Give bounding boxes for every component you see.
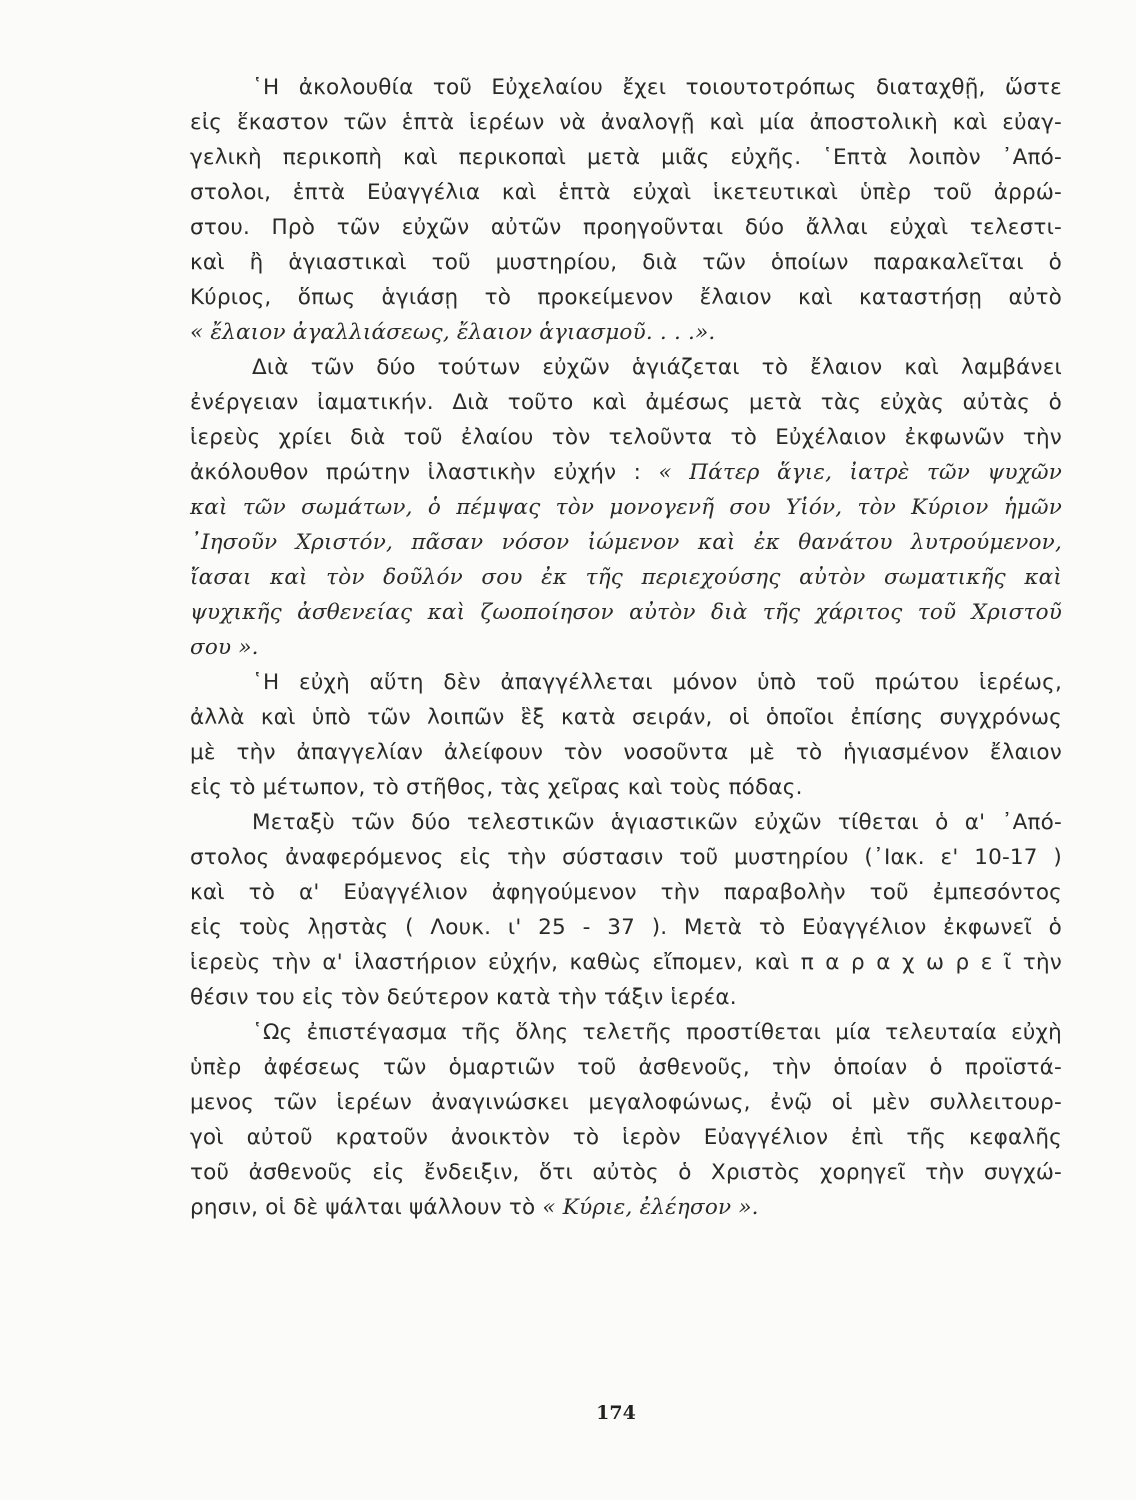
text-line: καὶ ἢ ἁγιαστικαὶ τοῦ μυστηρίου, διὰ τῶν ὁποίων παρακαλεῖται ὁ — [190, 250, 1062, 275]
text-line: γελικὴ περικοπὴ καὶ περικοπαὶ μετὰ μιᾶς εὐχῆς. ῾Επτὰ λοιπὸν ᾿Από- — [190, 145, 1062, 170]
quoted-line: ᾿Ιησοῦν Χριστόν, πᾶσαν νόσον ἰώμενον καὶ ἐκ θανάτου λυτρούμενον, — [190, 530, 1062, 555]
paragraph-1 — [190, 70, 1062, 350]
text-line: στολος ἀναφερόμενος εἰς τὴν σύστασιν τοῦ μυστηρίου (᾿Ιακ. ε' 10-17 ) — [190, 845, 1062, 870]
paragraph-5 — [190, 1015, 1062, 1225]
text-line: ἐνέργειαν ἰαματικήν. Διὰ τοῦτο καὶ ἀμέσως μετὰ τὰς εὐχὰς αὐτὰς ὁ — [190, 390, 1062, 415]
text-line-mixed — [190, 1190, 1062, 1225]
quoted-line: σου ». — [190, 635, 259, 660]
text-line: μὲ τὴν ἀπαγγελίαν ἀλείφουν τὸν νοσοῦντα μὲ τὸ ἡγιασμένον ἔλαιον — [190, 740, 1062, 765]
text-line: εἰς τοὺς λῃστὰς ( Λουκ. ι' 25 - 37 ). Μετὰ τὸ Εὐαγγέλιον ἐκφωνεῖ ὁ — [190, 915, 1062, 940]
quoted-prayer-start: « Πάτερ ἅγιε, ἰατρὲ τῶν ψυχῶν — [658, 460, 1062, 485]
text-line: Κύριος, ὅπως ἁγιάσῃ τὸ προκείμενον ἔλαιον καὶ καταστήσῃ αὐτὸ — [190, 285, 1062, 310]
text-line: ὑπὲρ ἀφέσεως τῶν ὁμαρτιῶν τοῦ ἀσθενοῦς, τὴν ὁποίαν ὁ προϊστά- — [190, 1055, 1062, 1080]
text-line: γοὶ αὐτοῦ κρατοῦν ἀνοικτὸν τὸ ἱερὸν Εὐαγγέλιον ἐπὶ τῆς κεφαλῆς — [190, 1125, 1062, 1150]
text-line: ῾Η ἀκολουθία τοῦ Εὐχελαίου ἔχει τοιουτοτρόπως διαταχθῇ, ὥστε — [252, 75, 1062, 100]
text-line: στου. Πρὸ τῶν εὐχῶν αὐτῶν προηγοῦνται δύο ἄλλαι εὐχαὶ τελεστι- — [190, 215, 1062, 240]
quoted-hymn: « Κύριε, ἐλέησον ». — [542, 1195, 759, 1220]
quoted-line: « ἔλαιον ἀγαλλιάσεως, ἔλαιον ἁγιασμοῦ. . . .». — [190, 320, 716, 345]
text-segment: ρησιν, οἱ δὲ ψάλται ψάλλουν τὸ — [190, 1195, 536, 1220]
text-line-mixed — [190, 455, 1062, 490]
quoted-line: ἴασαι καὶ τὸν δοῦλόν σου ἐκ τῆς περιεχούσης αὐτὸν σωματικῆς καὶ — [190, 565, 1062, 590]
text-line: ῾Η εὐχὴ αὕτη δὲν ἀπαγγέλλεται μόνον ὑπὸ τοῦ πρώτου ἱερέως, — [252, 670, 1062, 695]
body-text — [190, 70, 1062, 1225]
paragraph-2 — [190, 350, 1062, 665]
text-line: ἱερεὺς χρίει διὰ τοῦ ἐλαίου τὸν τελοῦντα τὸ Εὐχέλαιον ἐκφωνῶν τὴν — [190, 425, 1062, 450]
text-line: ῾Ως ἐπιστέγασμα τῆς ὅλης τελετῆς προστίθεται μία τελευταία εὐχὴ — [252, 1020, 1062, 1045]
quoted-line: καὶ τῶν σωμάτων, ὁ πέμψας τὸν μονογενῆ σου Υἱόν, τὸν Κύριον ἡμῶν — [190, 495, 1062, 520]
text-line: Διὰ τῶν δύο τούτων εὐχῶν ἁγιάζεται τὸ ἔλαιον καὶ λαμβάνει — [252, 355, 1062, 380]
text-line: μενος τῶν ἱερέων ἀναγινώσκει μεγαλοφώνως, ἐνῷ οἱ μὲν συλλειτουρ- — [190, 1090, 1062, 1115]
paragraph-3 — [190, 665, 1062, 805]
quoted-line: ψυχικῆς ἀσθενείας καὶ ζωοποίησον αὐτὸν διὰ τῆς χάριτος τοῦ Χριστοῦ — [190, 600, 1062, 625]
page-number: 174 — [596, 1402, 636, 1424]
text-line: ἱερεὺς τὴν α' ἱλαστήριον εὐχήν, καθὼς εἴπομεν, καὶ π α ρ α χ ω ρ ε ῖ τὴν — [190, 950, 1062, 975]
paragraph-4 — [190, 805, 1062, 1015]
text-line: στολοι, ἑπτὰ Εὐαγγέλια καὶ ἑπτὰ εὐχαὶ ἱκετευτικαὶ ὑπὲρ τοῦ ἀρρώ- — [190, 180, 1062, 205]
text-line: εἰς ἕκαστον τῶν ἑπτὰ ἱερέων νὰ ἀναλογῇ καὶ μία ἀποστολικὴ καὶ εὐαγ- — [190, 110, 1062, 135]
text-line: εἰς τὸ μέτωπον, τὸ στῆθος, τὰς χεῖρας καὶ τοὺς πόδας. — [190, 775, 803, 800]
text-line: τοῦ ἀσθενοῦς εἰς ἔνδειξιν, ὅτι αὐτὸς ὁ Χριστὸς χορηγεῖ τὴν συγχώ- — [190, 1160, 1062, 1185]
text-line: ἀλλὰ καὶ ὑπὸ τῶν λοιπῶν ἓξ κατὰ σειράν, οἱ ὁποῖοι ἐπίσης συγχρόνως — [190, 705, 1062, 730]
text-line: Μεταξὺ τῶν δύο τελεστικῶν ἁγιαστικῶν εὐχῶν τίθεται ὁ α' ᾿Από- — [252, 810, 1062, 835]
text-line: καὶ τὸ α' Εὐαγγέλιον ἀφηγούμενον τὴν παραβολὴν τοῦ ἐμπεσόντος — [190, 880, 1062, 905]
text-line: θέσιν του εἰς τὸν δεύτερον κατὰ τὴν τάξιν ἱερέα. — [190, 985, 737, 1010]
text-segment: ἀκόλουθον πρώτην ἱλαστικὴν εὐχήν : — [190, 460, 642, 485]
